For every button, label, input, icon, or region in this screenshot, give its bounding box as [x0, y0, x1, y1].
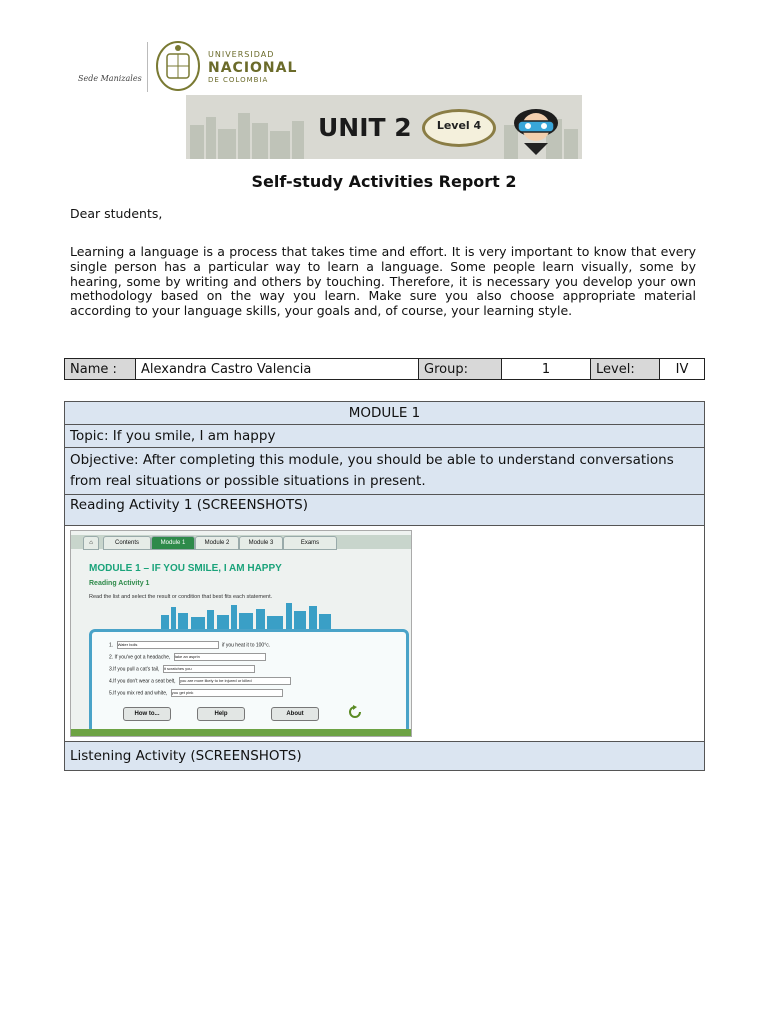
university-line2: NACIONAL	[208, 60, 298, 76]
student-info-table	[64, 358, 705, 380]
tab-module-2: Module 2	[195, 536, 239, 550]
reading-screenshot	[70, 530, 412, 737]
tab-module-1: Module 1	[151, 536, 195, 550]
screenshot-tabbar	[71, 535, 411, 549]
report-title: Self-study Activities Report 2	[251, 172, 517, 191]
reading-activity-heading: Reading Activity 1 (SCREENSHOTS)	[65, 495, 705, 526]
module-topic: Topic: If you smile, I am happy	[65, 425, 705, 448]
screenshot-help-button: Help	[197, 707, 245, 721]
question-4: 4.If you don't wear a seat belt, you are more likely to be injured or killed	[109, 677, 293, 685]
question-1: 1. Water boils if you heat it to 100°c.	[109, 642, 271, 649]
tab-contents: Contents	[103, 536, 151, 550]
question-3: 3.If you pull a cat's tail, it scratches you	[109, 665, 257, 673]
level-badge: Level 4	[422, 109, 496, 147]
screenshot-about-button: About	[271, 707, 319, 721]
screenshot-footer-bar	[71, 729, 411, 736]
tab-exams: Exams	[283, 536, 337, 550]
greeting: Dear students,	[70, 206, 163, 221]
campus-name: Sede Manizales	[78, 74, 142, 83]
module-header: MODULE 1	[65, 402, 705, 425]
screenshot-how-to-button: How to...	[123, 707, 171, 721]
skyline-illustration-icon	[161, 601, 331, 629]
group-value: 1	[502, 359, 591, 380]
university-line3: DE COLOMBIA	[208, 76, 269, 84]
logo-divider	[147, 42, 148, 92]
screenshot-activity-title: Reading Activity 1	[89, 580, 150, 587]
screenshot-module-title: MODULE 1 – IF YOU SMILE, I AM HAPPY	[89, 563, 282, 574]
refresh-icon	[347, 705, 363, 719]
home-icon: ⌂	[83, 536, 99, 550]
unit-banner	[186, 95, 582, 159]
reading-screenshot-cell	[65, 526, 705, 742]
module-objective: Objective: After completing this module, you should be able to understand conversations from real situations or possible situations in present.	[65, 448, 705, 495]
screenshot-instructions: Read the list and select the result or condition that best fits each statement.	[89, 594, 273, 600]
level-label: Level:	[591, 359, 660, 380]
group-label: Group:	[419, 359, 502, 380]
name-label: Name :	[65, 359, 136, 380]
university-crest-icon	[154, 40, 202, 92]
name-value: Alexandra Castro Valencia	[136, 359, 419, 380]
university-wordmark	[208, 51, 297, 84]
student-character-icon	[508, 103, 568, 157]
university-line1: UNIVERSIDAD	[208, 50, 275, 59]
level-value: IV	[660, 359, 705, 380]
module-table	[64, 401, 705, 771]
intro-paragraph: Learning a language is a process that takes time and effort. It is very important to know that every single person has a particular way to learn a language. Some people learn visually, some by hearing, some by writing and others by touching. Therefore, it is necessary you develop your own methodology based on the way you learn. Make sure you also choose appropriate material according to your language skills, your goals and, of course, your learning style.	[70, 244, 696, 319]
question-5: 5.If you mix red and white, you get pink	[109, 689, 285, 697]
listening-activity-heading: Listening Activity (SCREENSHOTS)	[65, 742, 705, 771]
tab-module-3: Module 3	[239, 536, 283, 550]
question-2: 2. If you've got a headache, take an asprin	[109, 653, 268, 661]
unit-title: UNIT 2	[318, 113, 412, 142]
